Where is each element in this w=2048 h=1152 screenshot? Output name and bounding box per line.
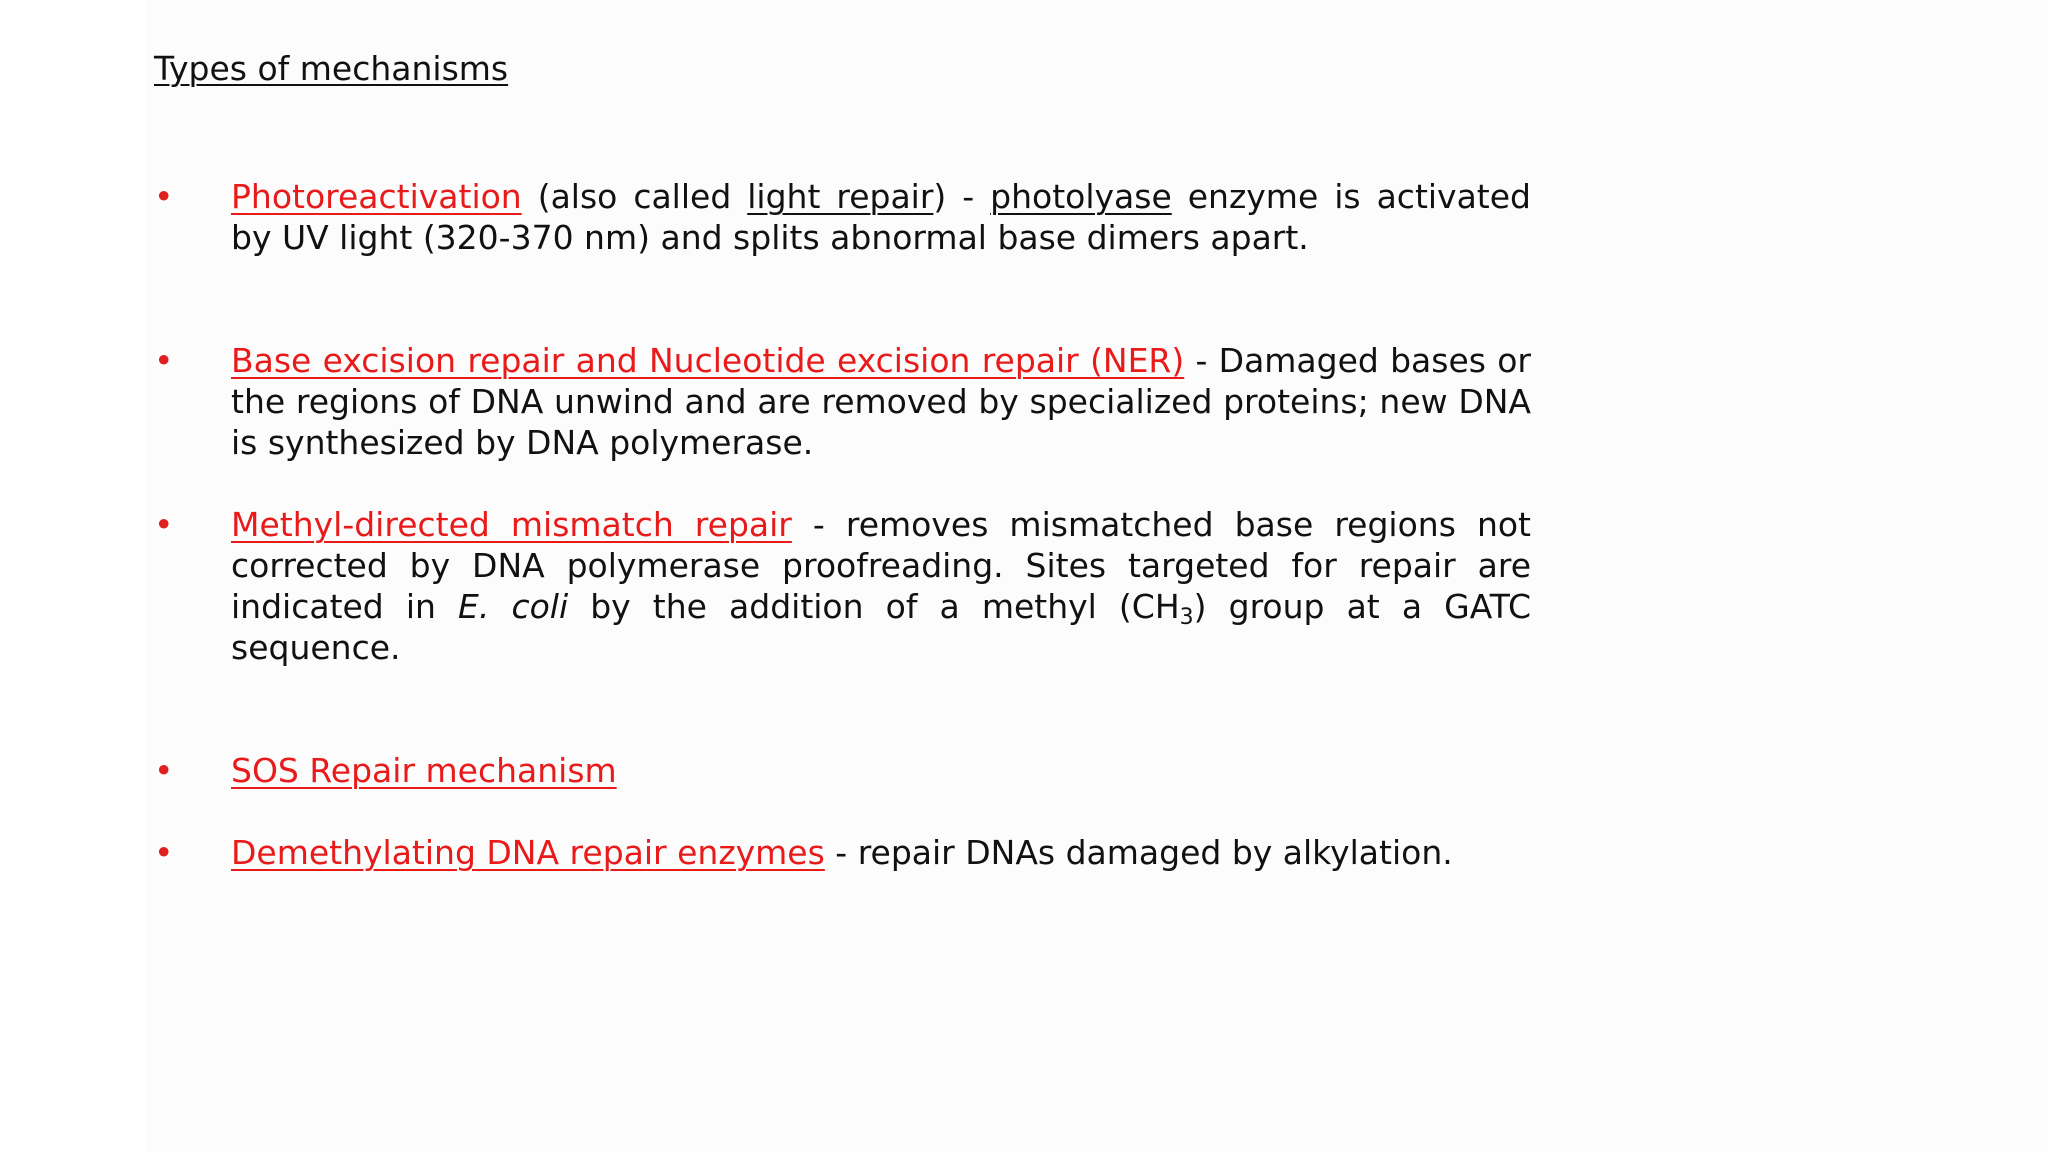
slide-title: Types of mechanisms: [154, 49, 509, 88]
bullet-text-segment: (also called: [521, 177, 748, 216]
bullet-text: [231, 750, 1531, 791]
photoreactivation-link[interactable]: Photoreactivation: [231, 177, 522, 216]
bullet-text: [231, 176, 1531, 258]
bullet-dot: •: [154, 833, 174, 872]
light-repair-term: light repair: [747, 177, 934, 216]
bullet-text: [231, 504, 1531, 668]
bullet-dot: •: [154, 177, 174, 216]
bullet-text-segment: - repair DNAs damaged by alkylation.: [824, 833, 1453, 872]
bullet-text: [231, 832, 1531, 873]
excision-repair-link[interactable]: Base excision repair and Nucleotide excision repair (NER): [231, 341, 1185, 380]
bullet-text-segment: ) group at a GATC sequence.: [231, 587, 1531, 667]
bullet-dot: •: [154, 341, 174, 380]
photolyase-term: photolyase: [990, 177, 1172, 216]
bullet-dot: •: [154, 505, 174, 544]
bullet-text-segment: enzyme is activated by UV light (320-370 nm) and splits abnormal base dimers apart.: [231, 177, 1531, 257]
bullet-text: [231, 340, 1531, 463]
demethylating-link[interactable]: Demethylating DNA repair enzymes: [231, 833, 825, 872]
subscript: 3: [1179, 605, 1194, 630]
bullet-text-segment: by the addition of a methyl (CH: [568, 587, 1180, 626]
species-name: E. coli: [458, 587, 569, 626]
mismatch-repair-link[interactable]: Methyl-directed mismatch repair: [231, 505, 792, 544]
bullet-text-segment: - removes mismatched base regions not corrected by DNA polymerase proofreading. Sites targeted for repair are indicated in: [231, 505, 1531, 626]
sos-repair-link[interactable]: SOS Repair mechanism: [231, 751, 617, 790]
bullet-text-segment: - Damaged bases or the regions of DNA unwind and are removed by specialized proteins; new DNA is synthesized by DNA polymerase.: [231, 341, 1531, 462]
bullet-dot: •: [154, 751, 174, 790]
bullet-text-segment: ) -: [933, 177, 991, 216]
